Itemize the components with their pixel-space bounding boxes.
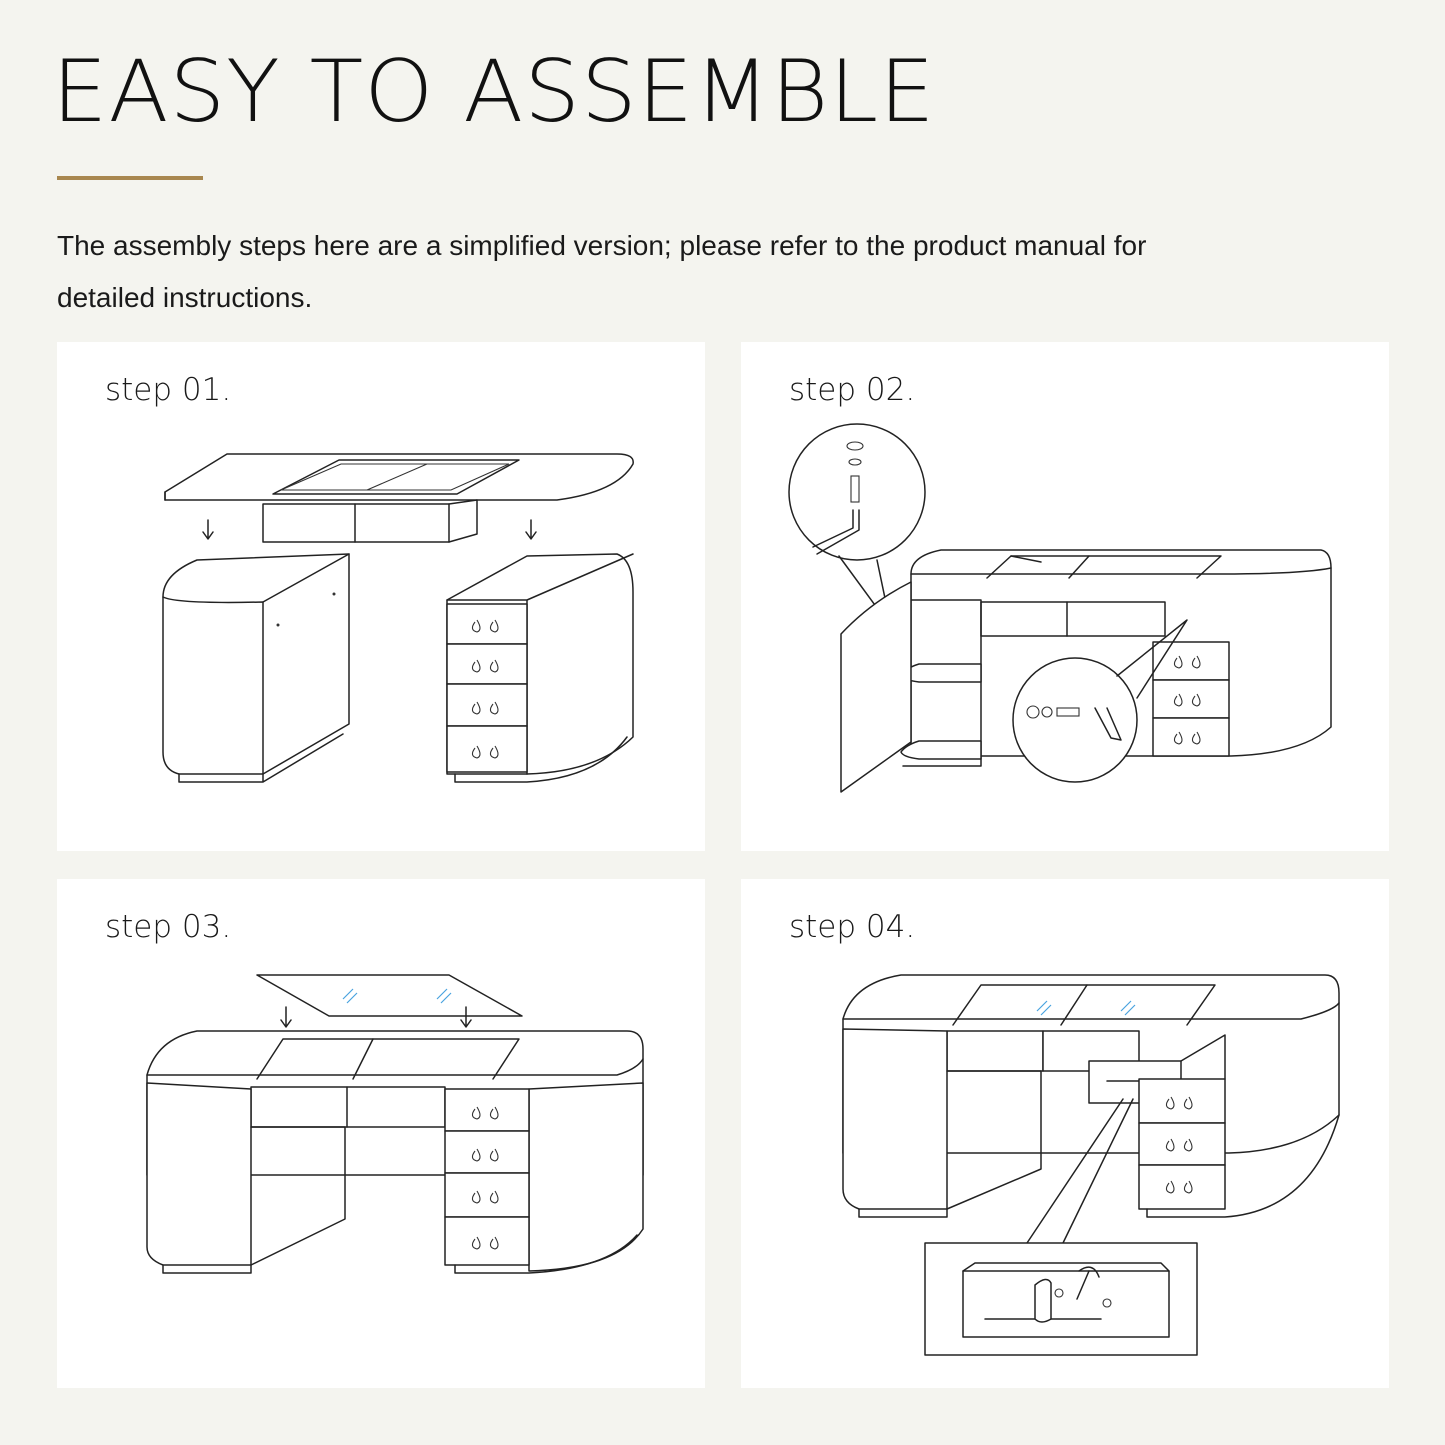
step-04-card [741,879,1389,1388]
intro-text: The assembly steps here are a simplified version; please refer to the product manual for detailed instructions. [57,230,1147,313]
step-01-label: step 01. [105,372,232,408]
step-02-card [741,342,1389,851]
page-title: EASY TO ASSEMBLE [52,42,936,142]
step-02-label: step 02. [789,372,916,408]
step-03-label: step 03. [105,909,232,945]
step-03-card [57,879,705,1388]
step-03-illustration [57,879,705,1388]
step-01-card [57,342,705,851]
step-01-illustration [57,342,705,851]
step-04-label: step 04. [789,909,916,945]
step-04-illustration [741,879,1389,1388]
title-underline [57,176,203,180]
step-02-illustration [741,342,1389,851]
